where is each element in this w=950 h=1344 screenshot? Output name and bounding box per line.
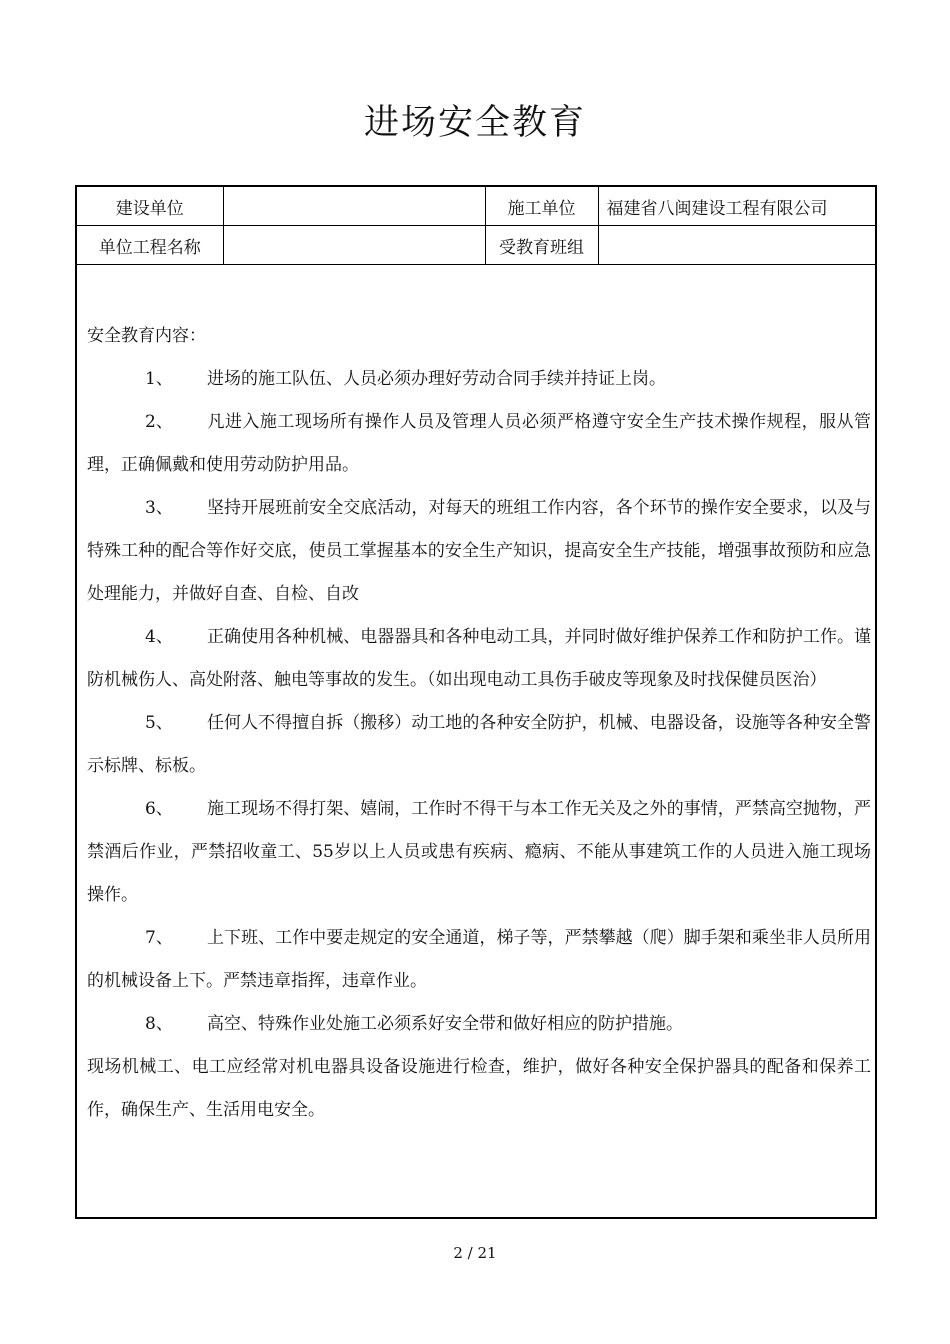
item-number: 1、: [145, 369, 173, 389]
content-item: [87, 487, 871, 616]
project-name-value: [223, 226, 485, 265]
content-item: [87, 358, 871, 401]
info-row-2: [77, 226, 875, 265]
item-number: 8、: [145, 1014, 173, 1034]
content-item: [87, 788, 871, 917]
trained-team-label: 受教育班组: [485, 226, 598, 265]
info-table: [77, 187, 875, 265]
page-number: 2 / 21: [453, 1244, 497, 1262]
builder-label: 施工单位: [485, 187, 598, 226]
page-title: 进场安全教育: [363, 103, 586, 143]
item-number: 7、: [145, 928, 173, 948]
item-text: 坚持开展班前安全交底活动，对每天的班组工作内容，各个环节的操作安全要求，以及与特殊工种的配合等作好交底，使员工掌握基本的安全生产知识，提高安全生产技能，增强事故预防和应急处理能力，并做好自查、自检、自改: [87, 498, 871, 604]
item-text: 进场的施工队伍、人员必须办理好劳动合同手续并持证上岗。: [207, 369, 666, 389]
content-item: [87, 702, 871, 788]
item-number: 4、: [145, 627, 173, 647]
project-name-label: 单位工程名称: [77, 226, 223, 265]
content-closing: 现场机械工、电工应经常对机电器具设备设施进行检查，维护，做好各种安全保护器具的配备和保养工作，确保生产、生活用电安全。: [87, 1057, 871, 1120]
item-text: 任何人不得擅自拆（搬移）动工地的各种安全防护，机械、电器设备，设施等各种安全警示标牌、标板。: [87, 713, 871, 776]
builder-value: 福建省八闽建设工程有限公司: [598, 187, 875, 226]
construction-unit-value: [223, 187, 485, 226]
content-item: [87, 401, 871, 487]
item-text: 正确使用各种机械、电器器具和各种电动工具，并同时做好维护保养工作和防护工作。谨防机械伤人、高处附落、触电等事故的发生。（如出现电动工具伤手破皮等现象及时找保健员医治）: [87, 627, 871, 690]
content-heading: 安全教育内容：: [87, 326, 206, 346]
education-content: [87, 315, 871, 1132]
item-text: 上下班、工作中要走规定的安全通道，梯子等，严禁攀越（爬）脚手架和乘坐非人员所用的机械设备上下。严禁违章指挥，违章作业。: [87, 928, 871, 991]
info-row-1: [77, 187, 875, 226]
content-item: [87, 1003, 871, 1046]
item-number: 3、: [145, 498, 173, 518]
content-item: [87, 917, 871, 1003]
item-number: 6、: [145, 799, 173, 819]
item-text: 高空、特殊作业处施工必须系好安全带和做好相应的防护措施。: [207, 1014, 683, 1034]
safety-education-form: [75, 185, 877, 1219]
content-item: [87, 616, 871, 702]
item-text: 施工现场不得打架、嬉闹，工作时不得干与本工作无关及之外的事情，严禁高空抛物，严禁酒后作业，严禁招收童工、55岁以上人员或患有疾病、瘾病、不能从事建筑工作的人员进入施工现场操作。: [87, 799, 871, 905]
trained-team-value: [598, 226, 875, 265]
construction-unit-label: 建设单位: [77, 187, 223, 226]
item-text: 凡进入施工现场所有操作人员及管理人员必须严格遵守安全生产技术操作规程，服从管理，正确佩戴和使用劳动防护用品。: [87, 412, 871, 475]
item-number: 2、: [145, 412, 173, 432]
item-number: 5、: [145, 713, 173, 733]
